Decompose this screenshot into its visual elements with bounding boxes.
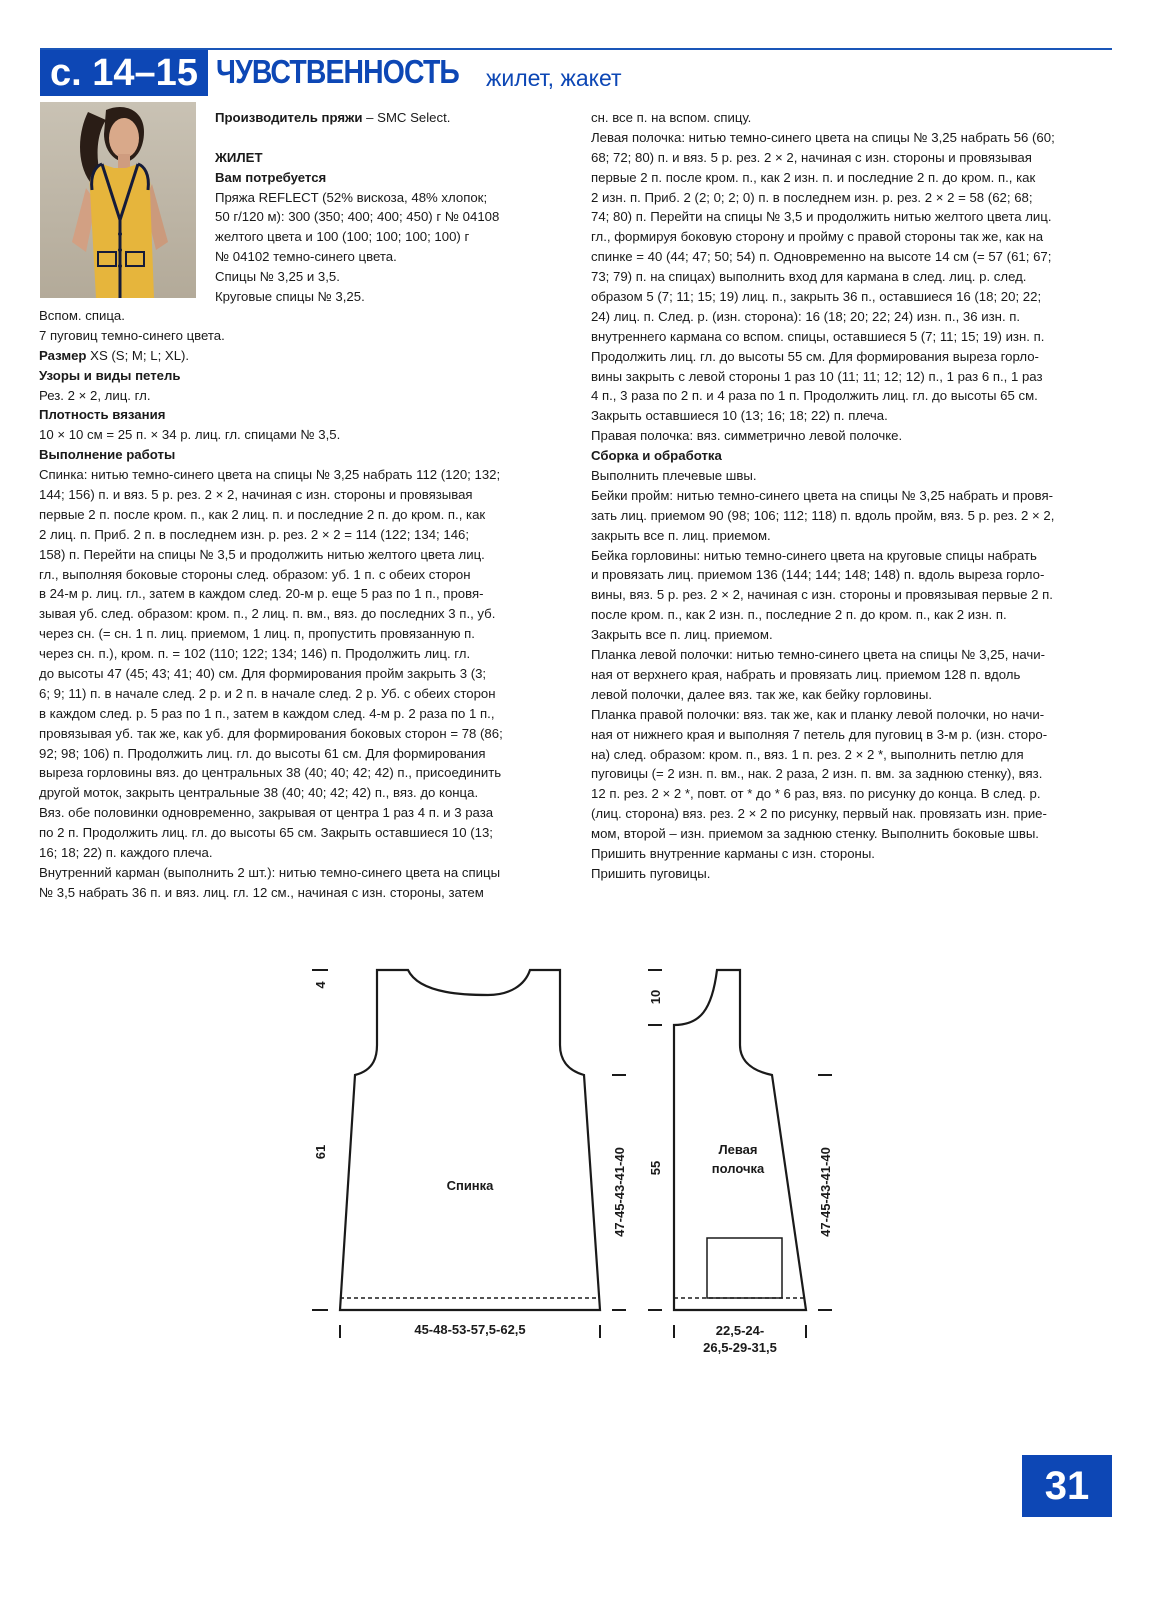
back-width: 45-48-53-57,5-62,5 [414, 1322, 526, 1337]
article-title: ЧУВСТВЕННОСТЬ [216, 53, 459, 90]
front-width-1: 22,5-24- [715, 1323, 765, 1338]
left-front-line: 4 п., 3 раза по 2 п. и 4 раза по 1 п. Продолжить лиц. гл. до высоты 65 см. [591, 388, 1038, 404]
left-front-line: Правая полочка: вяз. симметрично левой полочке. [591, 428, 903, 444]
size-label: Размер [39, 347, 87, 363]
assembly-line: Выполнить плечевые швы. [591, 468, 757, 484]
left-front-outline [674, 970, 806, 1310]
back-line: гл., выполняя боковые стороны след. образом: уб. 1 п. с обеих сторон [39, 566, 471, 582]
woman-in-yellow-vest-photo [40, 102, 196, 298]
left-front-line: 74; 80) п. Перейти на спицы № 3,5 и продолжить нитью желтого цвета лиц. [591, 209, 1052, 225]
materials-line: Круговые спицы № 3,25. [215, 289, 365, 305]
back-piece [340, 970, 600, 1310]
back-line: зывая уб. след. образом: кром. п., 2 лиц. п. вм., вяз. до последних 3 п., уб. [39, 606, 496, 622]
left-front-line: Продолжить лиц. гл. до высоты 55 см. Для формирования выреза горло- [591, 348, 1039, 364]
patterns-heading: Узоры и виды петель [39, 367, 181, 383]
back-line: через сн. п.), кром. п. = 102 (110; 122; 134; 146) п. Продолжить лиц. гл. [39, 646, 471, 662]
assembly-line: Бейка горловины: нитью темно-синего цвета на круговые спицы набрать [591, 547, 1037, 563]
left-front-line: внутреннего кармана со вспом. спицы, оставшиеся 5 (7; 11; 15; 19) изн. п. [591, 328, 1045, 344]
assembly-line: левой полочки, далее вяз. так же, как бейку горловины. [591, 686, 933, 702]
materials-line: Пряжа REFLECT (52% вискоза, 48% хлопок; [215, 189, 488, 205]
left-front-label-2: полочка [711, 1161, 765, 1176]
back-neck-depth: 4 [313, 981, 328, 989]
back-line: первые 2 п. после кром. п., как 2 лиц. п. и последние 2 п. до кром. п., как [39, 506, 486, 522]
intro-block [215, 108, 499, 307]
back-line: по 2 п. Продолжить лиц. гл. до высоты 65 см. Закрыть оставшиеся 10 (13; [39, 825, 493, 841]
page-reference: с. 14–15 [40, 50, 208, 96]
assembly-line: (лиц. сторона) вяз. рез. 2 × 2 по рисунку, первый нак. провязать изн. прие- [591, 806, 1047, 822]
left-front-line: Левая полочка: нитью темно-синего цвета на спицы № 3,25 набрать 56 (60; [591, 129, 1055, 145]
vest-heading: ЖИЛЕТ [215, 149, 263, 165]
materials-line: желтого цвета и 100 (100; 100; 100; 100) г [215, 229, 470, 245]
back-line: выреза горловины вяз. до центральных 38 (40; 40; 42; 42) п., присоединить [39, 765, 502, 781]
patterns-text: Рез. 2 × 2, лиц. гл. [39, 387, 151, 403]
back-line: Внутренний карман (выполнить 2 шт.): нитью темно-синего цвета на спицы [39, 864, 501, 880]
left-front-line: 73; 79) п. на спицах) выполнить вход для кармана в след. лиц. р. след. [591, 269, 1027, 285]
assembly-line: 12 п. рез. 2 × 2 *, повт. от * до * 6 раз, вяз. по рисунку до конца. В след. р. [591, 786, 1041, 802]
front-height: 55 [648, 1160, 663, 1176]
assembly-line: Планка правой полочки: вяз. так же, как и планку левой полочки, но начи- [591, 706, 1045, 722]
left-front-line: первые 2 п. после кром. п., как 2 изн. п. и последние 2 п. до кром. п., как [591, 169, 1036, 185]
page-number: 31 [1022, 1455, 1112, 1517]
back-line: 92; 98; 106) п. Продолжить лиц. гл. до высоты 61 см. Для формирования [39, 745, 486, 761]
materials-line: Вспом. спица. [39, 308, 125, 323]
back-line: 144; 156) п. и вяз. 5 р. рез. 2 × 2, начиная с изн. стороны и провязывая [39, 487, 473, 503]
back-line: 16; 18; 22) п. каждого плеча. [39, 845, 213, 861]
materials-line: 50 г/120 м): 300 (350; 400; 400; 450) г № 04108 [215, 209, 500, 225]
materials-line: 7 пуговиц темно-синего цвета. [39, 327, 225, 343]
back-line: другой моток, закрыть центральные 38 (40; 40; 42; 42) п., вяз. до конца. [39, 785, 479, 801]
right-column [591, 108, 1055, 884]
assembly-line: ная от верхнего края, набрать и провязать лиц. приемом 128 п. вдоль [591, 666, 1021, 682]
back-line: 158) п. Перейти на спицы № 3,5 и продолжить нитью желтого цвета лиц. [39, 546, 485, 562]
size-value: XS (S; M; L; XL). [86, 347, 190, 363]
left-front-line: спинке = 40 (44; 47; 50; 54) п. Одновременно на высоте 14 см (= 57 (61; 67; [591, 249, 1052, 265]
pattern-schematic [0, 950, 1176, 1370]
assembly-line: Закрыть все п. лиц. приемом. [591, 627, 773, 643]
yarn-producer [215, 108, 499, 128]
left-front-line: Закрыть оставшиеся 10 (13; 16; 18; 22) п. плеча. [591, 408, 888, 424]
assembly-line: Пришить внутренние карманы с изн. стороны. [591, 845, 875, 861]
assembly-line: закрыть все п. лиц. приемом. [591, 527, 771, 543]
assembly-line: Пришить пуговицы. [591, 865, 711, 881]
article-subtitle: жилет, жакет [486, 65, 622, 91]
assembly-line: зать лиц. приемом 90 (98; 106; 112; 118) п. вдоль пройм, вяз. 5 р. рез. 2 × 2, [591, 507, 1055, 523]
left-front-line: 24) лиц. п. След. р. (изн. сторона): 16 (18; 20; 22; 24) изн. п., 36 изн. п. [591, 308, 1021, 324]
left-front-line: образом 5 (7; 11; 15; 19) лиц. п., закрыть 36 п., оставшиеся 16 (18; 20; 22; [591, 289, 1042, 305]
back-outline [340, 970, 600, 1310]
back-height: 61 [313, 1144, 328, 1160]
assembly-line: ная от нижнего края и выполняя 7 петель для пуговиц в 3-м р. (изн. сторо- [591, 726, 1048, 742]
back-line: провязывая уб. так же, как уб. для формирования боковых сторон = 78 (86; [39, 725, 503, 741]
back-label: Спинка [446, 1178, 494, 1193]
assembly-line: Бейки пройм: нитью темно-синего цвета на спицы № 3,25 набрать и провя- [591, 487, 1054, 503]
gauge-text: 10 × 10 см = 25 п. × 34 р. лиц. гл. спицами № 3,5. [39, 427, 341, 443]
front-width-2: 26,5-29-31,5 [703, 1340, 777, 1355]
back-line: в 24-м р. лиц. гл., затем в каждом след. 20-м р. еще 5 раз по 1 п., провя- [39, 586, 484, 602]
back-line: 6; 9; 11) п. в начале след. 2 р. и 2 п. в начале след. 2 р. Уб. с обеих сторон [39, 685, 496, 701]
back-line: 2 лиц. п. Приб. 2 п. в последнем изн. р. рез. 2 × 2 = 114 (122; 134; 146; [39, 526, 470, 542]
assembly-line: после кром. п., как 2 изн. п., последние 2 п. до кром. п., как 2 изн. п. [591, 607, 1007, 623]
assembly-line: вины, вяз. 5 р. рез. 2 × 2, начиная с изн. стороны и провязывая первые 2 п. [591, 587, 1053, 603]
front-neck-depth: 10 [648, 989, 663, 1005]
yarn-producer-label: Производитель пряжи [215, 110, 363, 125]
back-line: Вяз. обе половинки одновременно, закрывая от центра 1 раз 4 п. и 3 раза [39, 805, 494, 821]
yarn-producer-value: – SMC Select. [362, 110, 451, 125]
back-line: через сн. (= сн. 1 п. лиц. приемом, 1 лиц. п, пропустить провязанную п. [39, 626, 475, 642]
back-line: в каждом след. р. 5 раз по 1 п., затем в каждом след. 4-м р. 2 раза по 1 п., [39, 705, 495, 721]
assembly-line: и провязать лиц. приемом 136 (144; 144; 148; 148) п. вдоль выреза горло- [591, 567, 1045, 583]
back-line: до высоты 47 (45; 43; 41; 40) см. Для формирования пройм закрыть 3 (3; [39, 666, 487, 682]
back-line: № 3,5 набрать 36 п. и вяз. лиц. гл. 12 см., начиная с изн. стороны, затем [39, 884, 484, 900]
left-column [39, 306, 503, 903]
materials-line: № 04102 темно-синего цвета. [215, 249, 397, 265]
front-armhole-range: 47-45-43-41-40 [818, 1147, 833, 1237]
assembly-line: мом, второй – изн. приемом за заднюю стенку. Выполнить боковые швы. [591, 826, 1039, 842]
back-line: Спинка: нитью темно-синего цвета на спицы № 3,25 набрать 112 (120; 132; [39, 467, 501, 483]
left-front-line: 2 изн. п. Приб. 2 (2; 0; 2; 0) п. в последнем изн. р. рез. 2 × 2 = 58 (62; 68; [591, 189, 1033, 205]
left-front-line: гл., формируя боковую сторону и пройму с правой стороны так же, как на [591, 229, 1044, 245]
materials-heading: Вам потребуется [215, 169, 327, 185]
materials-line: Спицы № 3,25 и 3,5. [215, 269, 340, 285]
assembly-heading: Сборка и обработка [591, 448, 722, 464]
back-armhole-range: 47-45-43-41-40 [612, 1147, 627, 1237]
size-line [39, 346, 503, 366]
left-front-line: сн. все п. на вспом. спицу. [591, 110, 752, 125]
assembly-line: на) след. образом: кром. п., вяз. 1 п. рез. 2 × 2 *, выполнить петлю для [591, 746, 1024, 762]
assembly-line: пуговицы (= 2 изн. п. вм., нак. 2 раза, 2 изн. п. вм. за заднюю стенку), вяз. [591, 766, 1043, 782]
left-front-line: 68; 72; 80) п. и вяз. 5 р. рез. 2 × 2, начиная с изн. стороны и провязывая [591, 149, 1032, 165]
front-piece [674, 970, 806, 1310]
pocket-outline [707, 1238, 782, 1298]
assembly-line: Планка левой полочки: нитью темно-синего цвета на спицы № 3,25, начи- [591, 647, 1046, 663]
gauge-heading: Плотность вязания [39, 407, 166, 423]
left-front-line: вины закрыть с левой стороны 1 раз 10 (11; 11; 12; 12) п., 1 раз 6 п., 1 раз [591, 368, 1043, 384]
instructions-heading: Выполнение работы [39, 447, 176, 463]
left-front-label-1: Левая [718, 1142, 758, 1157]
